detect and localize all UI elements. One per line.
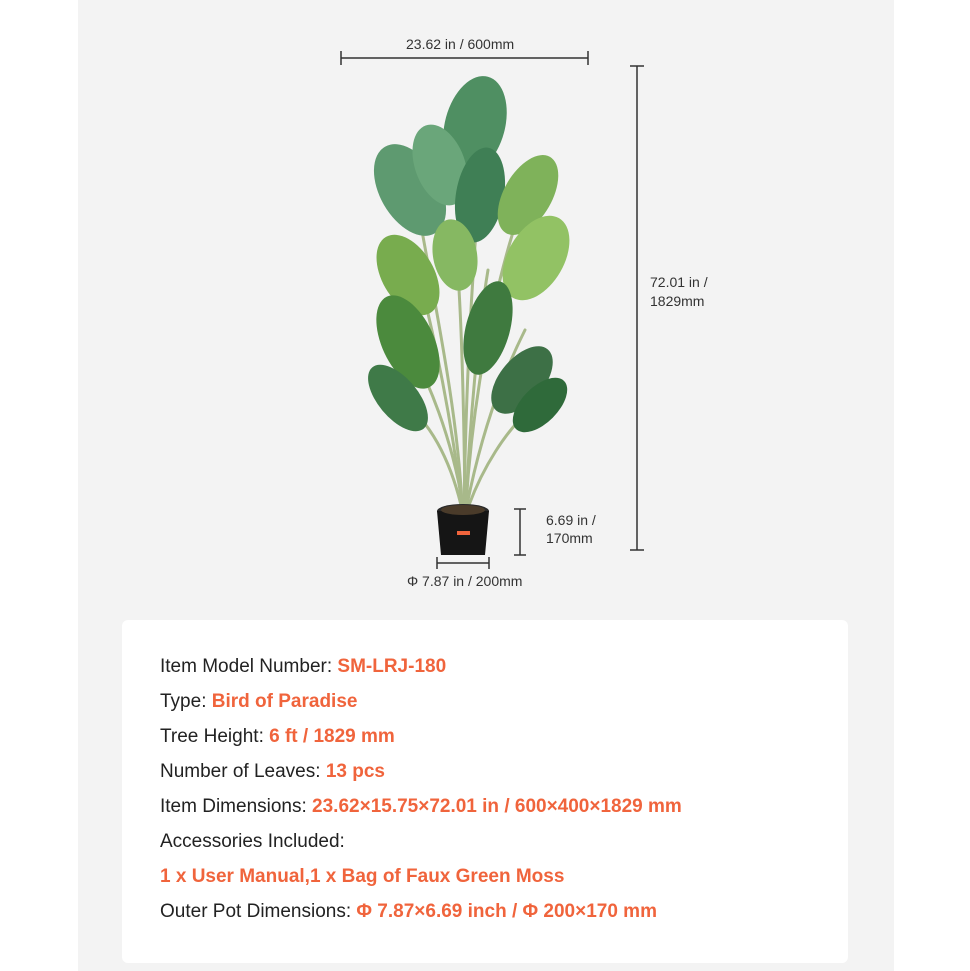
spec-pot-value: Φ 7.87×6.69 inch / Φ 200×170 mm [356,901,657,922]
spec-accessories-value: 1 x User Manual,1 x Bag of Faux Green Moss [160,866,565,887]
spec-dimensions-label: Item Dimensions: [160,796,313,817]
plant-leaves [357,69,583,442]
specifications-card [122,620,848,963]
spec-pot-label: Outer Pot Dimensions: [160,901,357,922]
spec-leaves-label: Number of Leaves: [160,761,326,782]
spec-type [160,691,357,713]
width-dimension-label: 23.62 in / 600mm [406,36,515,52]
height-dimension-label-line1: 72.01 in / [650,274,708,290]
spec-dimensions-value: 23.62×15.75×72.01 in / 600×400×1829 mm [312,796,682,817]
spec-height-label: Tree Height: [160,726,270,747]
width-dimension-line [341,51,588,65]
spec-height [160,726,395,748]
spec-leaves-value: 13 pcs [325,761,385,782]
plant-pot [437,504,489,555]
height-dimension-label-line2: 1829mm [650,293,705,309]
pot-logo [457,531,470,535]
spec-type-label: Type: [160,691,212,712]
pot-height-dimension-line [514,509,526,555]
spec-accessories-label: Accessories Included: [160,831,345,852]
spec-model-label: Item Model Number: [160,656,338,677]
spec-model-value: SM-LRJ-180 [337,656,447,677]
spec-model [160,656,446,678]
pot-height-label-line1: 6.69 in / [546,512,596,528]
height-dimension-line [630,66,644,550]
spec-height-value: 6 ft / 1829 mm [269,726,395,747]
spec-leaves [160,761,385,783]
pot-diameter-label: Φ 7.87 in / 200mm [407,573,523,589]
spec-type-value: Bird of Paradise [211,691,358,712]
spec-dimensions [160,796,682,818]
pot-height-label-line2: 170mm [546,530,593,546]
spec-pot [160,901,657,923]
pot-diameter-dimension-line [437,557,489,569]
